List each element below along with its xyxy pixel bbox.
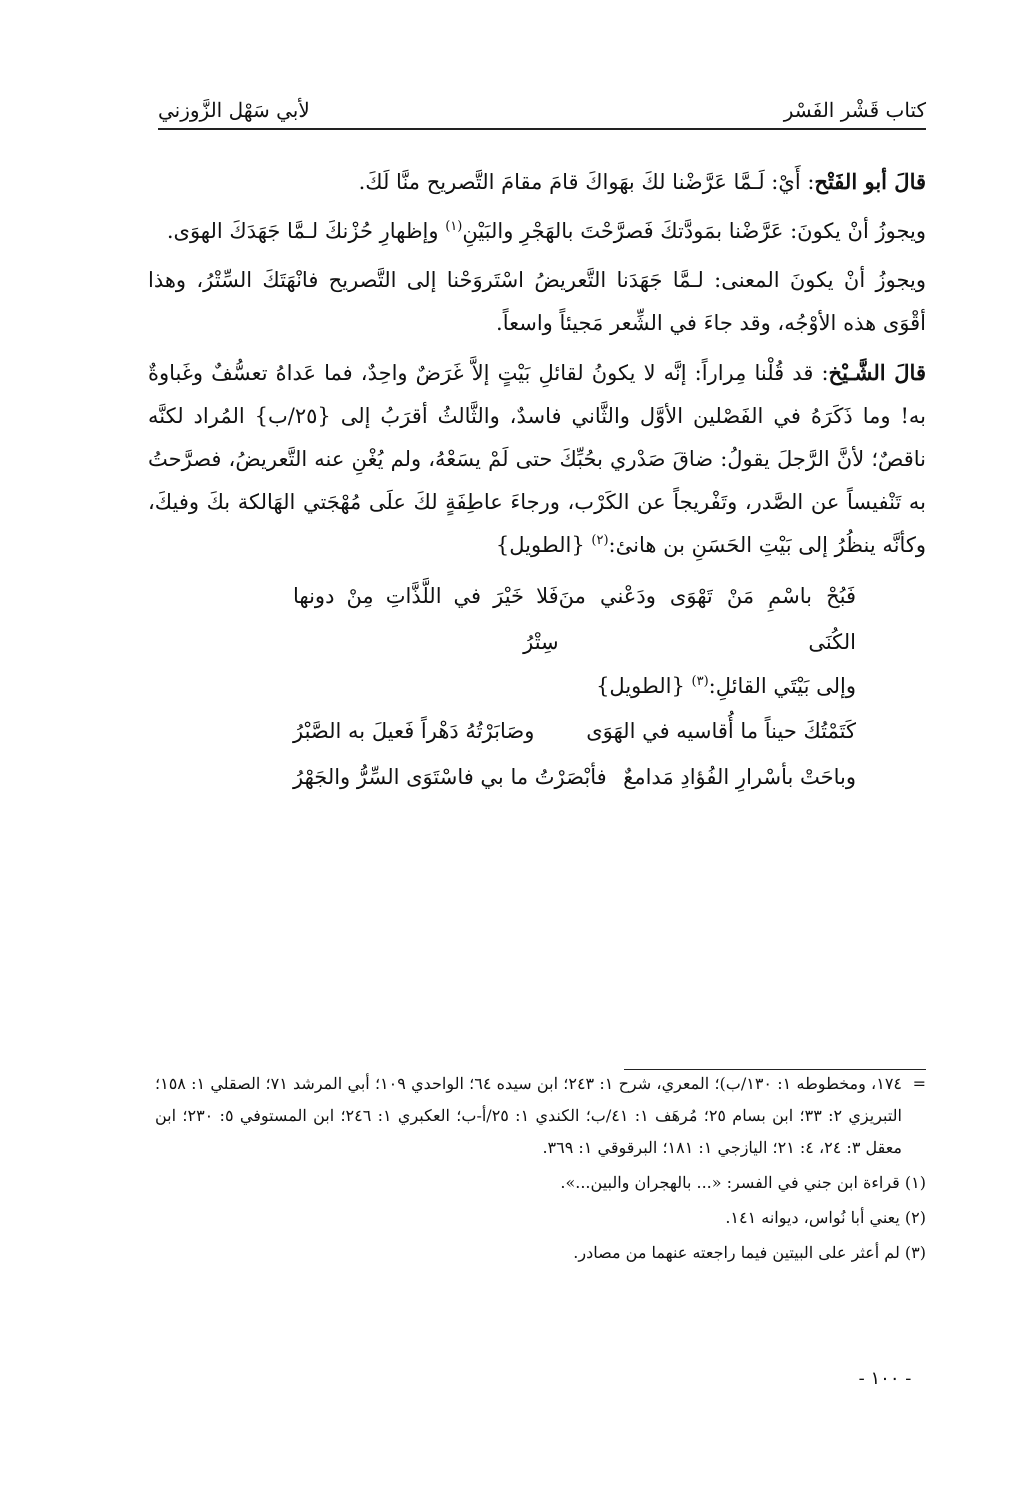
hemistich: فَبُحْ باسْمِ مَنْ تَهْوَى ودَعْني منَ الكُنَى (558, 584, 856, 654)
meter-label: {الطويل} (596, 674, 692, 698)
footnotes (155, 1068, 926, 1269)
verse-line (148, 754, 926, 800)
hemistich: فأبْصَرْتُ ما بي فاسْتَوَى السِّرُّ والجَهْرُ (293, 765, 607, 789)
footnote-2: (٢) يعني أبا نُواس، ديوانه ١٤١. (725, 1208, 926, 1227)
speaker-label: قالَ أبو الفَتْح (814, 169, 926, 194)
hemistich: فَلا خَيْرَ في اللَّذَّاتِ مِنْ دونها سِتْرُ (293, 584, 559, 654)
paragraph-text: وإظهارِ حُزْنكَ لـمَّا جَهَدَكَ الهوَى. (166, 219, 446, 243)
running-header (158, 82, 926, 130)
footnote-ref: (٢) (591, 533, 609, 548)
continuation-mark: = (912, 1074, 926, 1093)
footnote-ref: (١) (445, 219, 463, 234)
paragraph-4 (148, 351, 926, 567)
hemistich: وباحَتْ بأسْرارِ الفُؤادِ مَدامعٌ (623, 765, 856, 789)
verse-line (148, 573, 926, 665)
paragraph-text: : أَيْ: لَـمَّا عَرَّضْنا لكَ بهَواكَ قامَ مقامَ التَّصريح منَّا لَكَ. (358, 170, 815, 194)
hemistich: وصَابَرْتُهُ دَهْراً فَعيلَ به الصَّبْرُ (293, 719, 535, 743)
speaker-label: قالَ الشَّـيْخ (828, 360, 926, 385)
paragraph-text: ويجوزُ أنْ يكونَ: عَرَّضْنا بمَودَّتكَ فَصرَّحْتَ بالهَجْرِ والبَيْنِ (462, 219, 926, 243)
book-title: كتاب قَشْر الفَسْر (783, 98, 926, 122)
hemistich: كَتَمْتُكَ حيناً ما أُقاسيه في الهَوَى (586, 719, 856, 743)
paragraph-text: ويجوزُ أنْ يكونَ المعنى: لـمَّا جَهَدَنا التَّعريضُ اسْتَروَحْنا إلى التَّصريح فانْهَتَكَ السِّتْرُ، وهذا أقْوَى هذه الأوْجُه، وقد جاءَ في الشِّعر مَجيئاً واسعاً. (148, 268, 926, 335)
meter-label: {الطويل} (495, 533, 592, 557)
footnote-3: (٣) لم أعثر على البيتين فيما راجعته عنهما من مصادر. (573, 1243, 926, 1262)
paragraph-text: : قد قُلْنا مِراراً: إنَّه لا يكونُ لقائلِ بَيْتٍ إلاَّ غَرَضٌ واحِدٌ، فما عَداهُ تعسُّفٌ وغَباوةٌ به! وما ذَكَرَهُ في الفَصْلين الأوَّل والثَّاني فاسدٌ، والثَّالثُ أقرَبُ إلى {٢٥/ب} المُراد لكنَّه ناقصٌ؛ لأنَّ الرَّجلَ يقولُ: ضاقَ صَدْري بحُبِّكَ حتى لَمْ يسَعْهُ، ولم يُغْنِ عنه التَّعريضُ، فصرَّحتُ به تَنْفيساً عن الصَّدر، وتَفْريجاً عن الكَرْب، ورجاءَ عاطِفَةٍ لكَ علَى مُهْجَتي الهَالكة بكَ وفيكَ، وكأنَّه ينظُرُ إلى بَيْتِ الحَسَنِ بن هانئ: (148, 361, 926, 557)
main-text (148, 160, 926, 800)
verse-line (148, 708, 926, 754)
intro-text: وإلى بَيْتَي القائلِ: (708, 674, 856, 698)
footnote-1: (١) قراءة ابن جني في الفسر: «... بالهجران والبين...». (560, 1173, 926, 1192)
paragraph-1 (148, 160, 926, 204)
footnote-ref: (٣) (691, 674, 709, 689)
footnote-text: ١٧٤، ومخطوطه ١: ١٣٠/ب)؛ المعري، شرح ١: ٢٤٣؛ ابن سيده ٦٤؛ الواحدي ١٠٩؛ أبي المرشد ٧١؛ الصقلي ١: ١٥٨؛ التبريزي ٢: ٣٣؛ ابن بسام ٢٥؛ مُرهَف ١: ٤١/ب؛ الكندي ١: ٢٥/أ-ب؛ العكبري ١: ٢٤٦؛ ابن المستوفي ٥: ٢٣٠؛ ابن معقل ٣: ٢٤، ٤: ٢١؛ اليازجي ١: ١٨١؛ البرقوقي ١: ٣٦٩. (155, 1074, 903, 1157)
author-name: لأبي سَهْل الزَّوزني (158, 98, 310, 122)
verse-intro (148, 665, 856, 708)
footnote-continuation (155, 1068, 926, 1164)
paragraph-2 (148, 210, 926, 253)
paragraph-3 (148, 259, 926, 345)
page-number: - ١٠٠ - (858, 1368, 912, 1389)
